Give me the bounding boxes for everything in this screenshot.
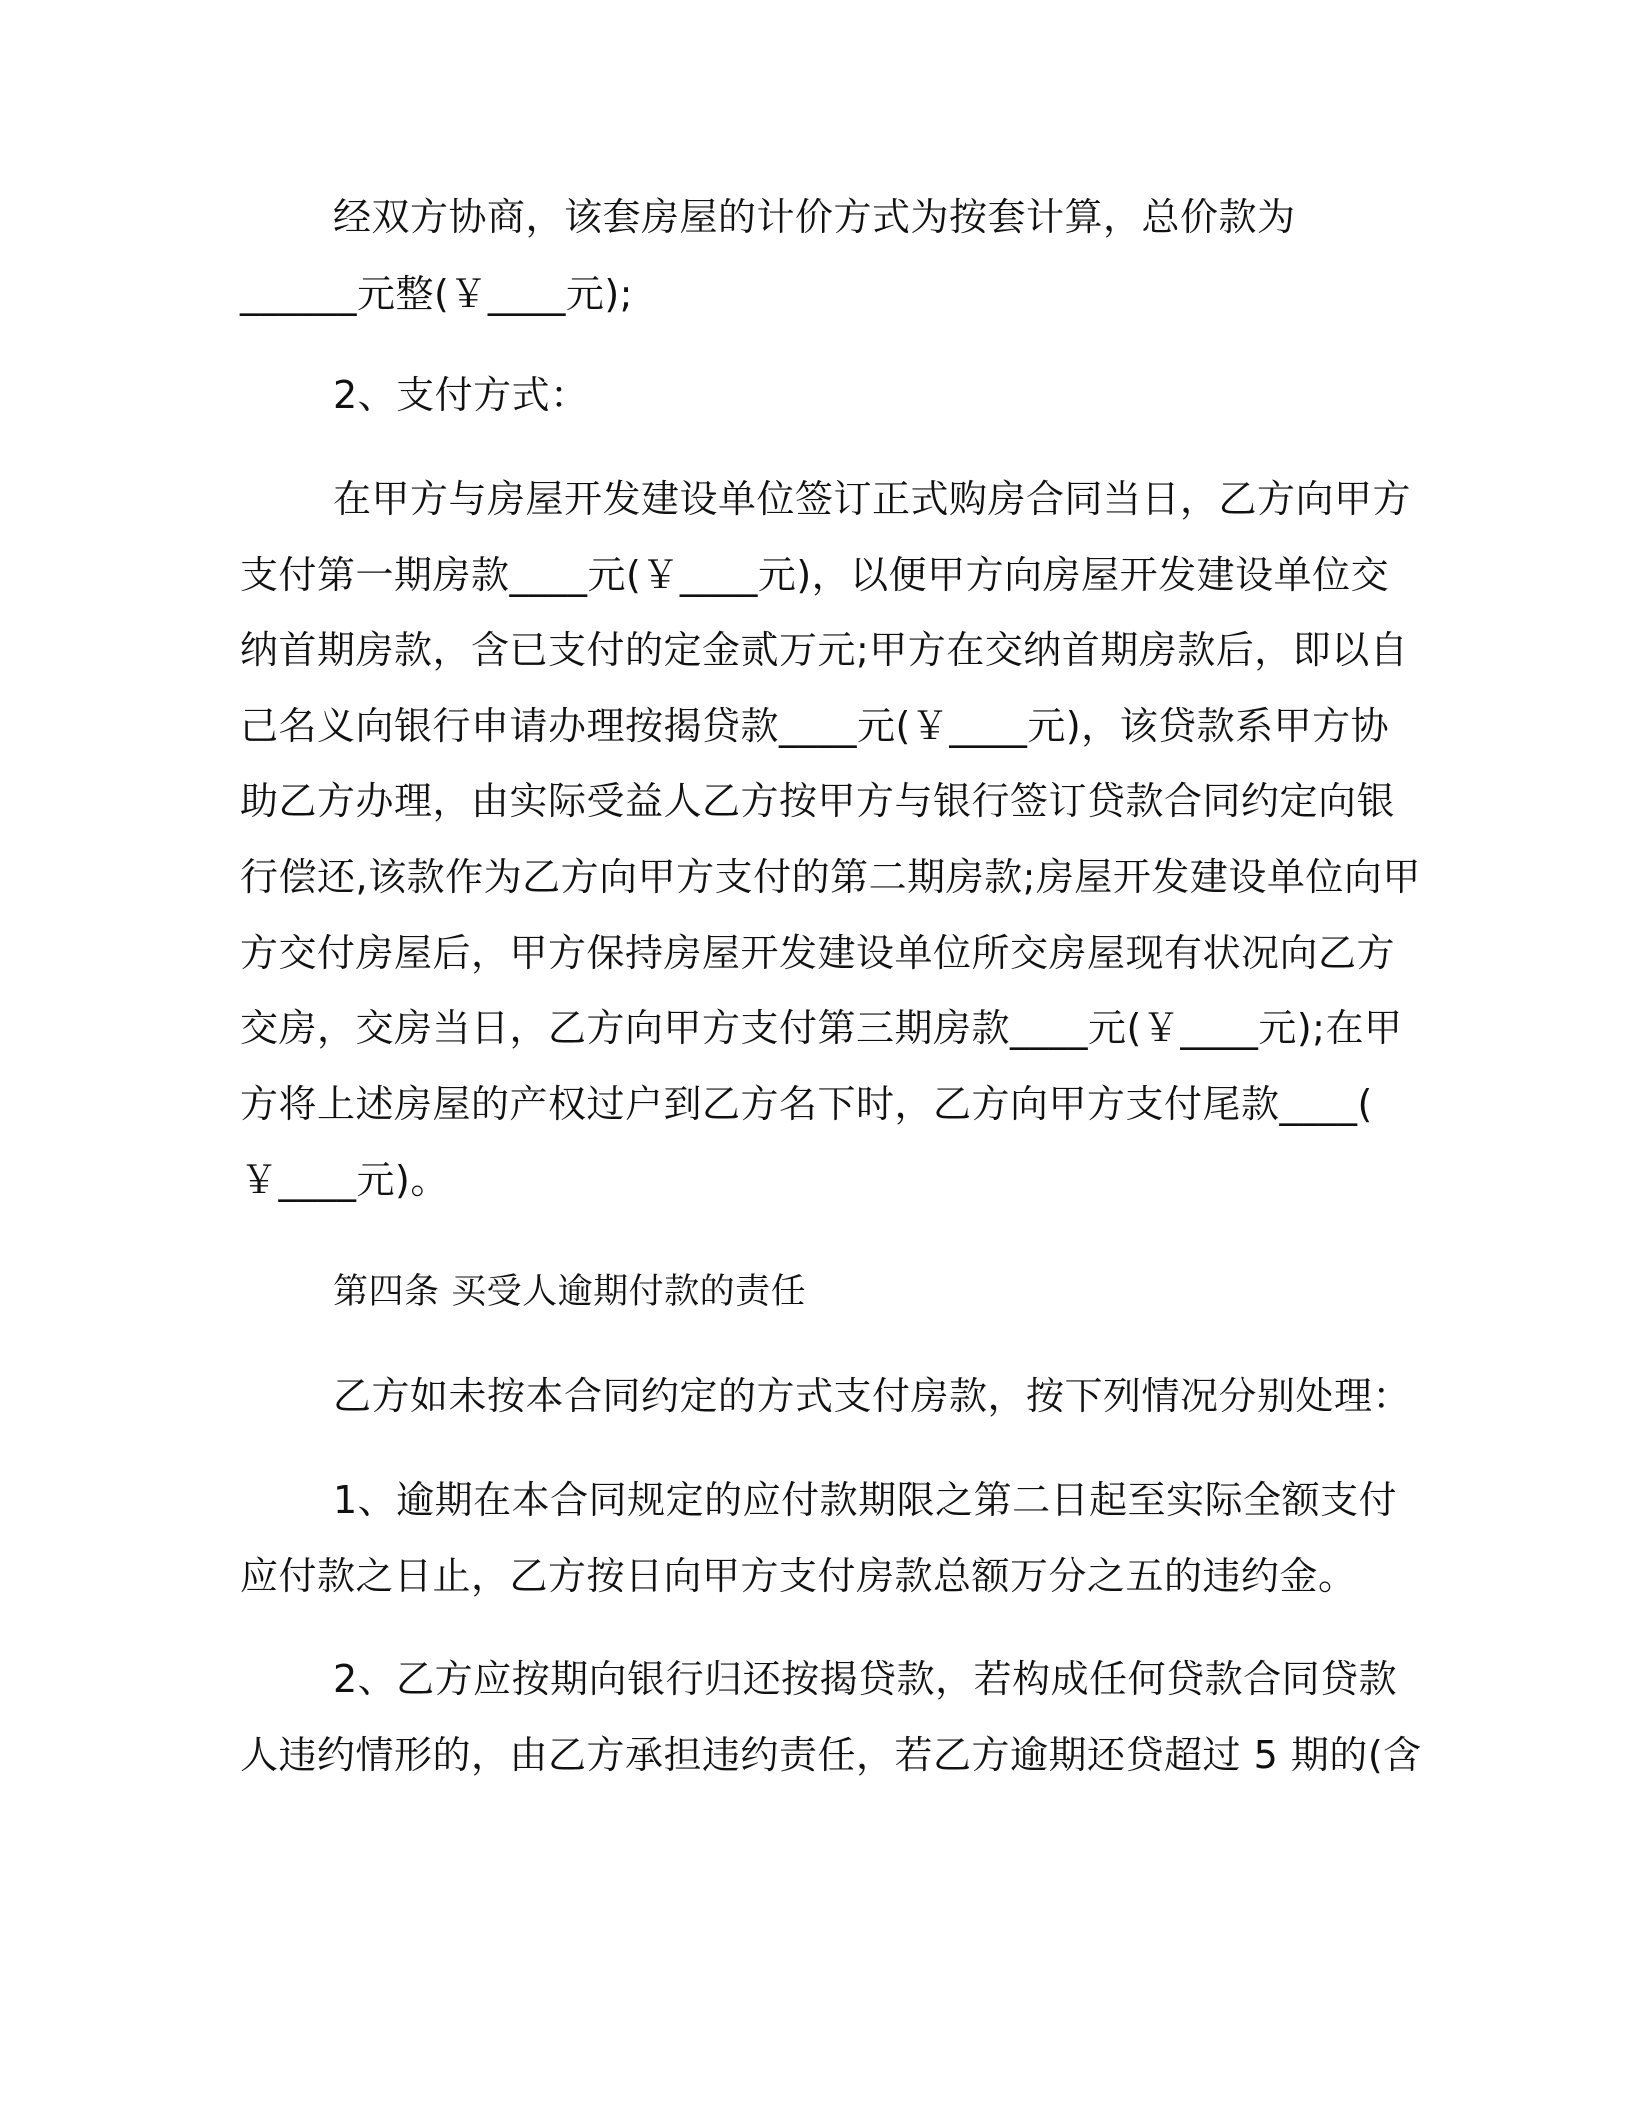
paragraph-payment-line-7: 方交付房屋后，甲方保持房屋开发建设单位所交房屋现有状况向乙方 [240,931,1396,975]
paragraph-payment-line-2: 支付第一期房款____元(￥____元)，以便甲方向房屋开发建设单位交 [240,553,1390,597]
paragraph-late-payment-intro: 乙方如未按本合同约定的方式支付房款，按下列情况分别处理： [333,1374,1412,1418]
paragraph-payment-line-3: 纳首期房款，含已支付的定金贰万元;甲方在交纳首期房款后，即以自 [240,628,1409,672]
paragraph-payment-line-4: 己名义向银行申请办理按揭贷款____元(￥____元)，该贷款系甲方协 [240,704,1390,748]
article-4-heading: 第四条 买受人逾期付款的责任 [333,1272,807,1312]
paragraph-payment-line-6: 行偿还,该款作为乙方向甲方支付的第二期房款;房屋开发建设单位向甲 [240,855,1421,899]
paragraph-payment-line-5: 助乙方办理，由实际受益人乙方按甲方与银行签订贷款合同约定向银 [240,779,1396,823]
paragraph-clause-2-line-2: 人违约情形的，由乙方承担违约责任，若乙方逾期还贷超过 5 期的(含 [240,1733,1422,1777]
paragraph-price-line-2: ______元整(￥____元); [240,272,633,316]
paragraph-payment-line-1: 在甲方与房屋开发建设单位签订正式购房合同当日，乙方向甲方 [333,477,1412,521]
paragraph-payment-line-9: 方将上述房屋的产权过户到乙方名下时，乙方向甲方支付尾款____( [240,1082,1373,1126]
paragraph-price-line-1: 经双方协商，该套房屋的计价方式为按套计算，总价款为 [333,195,1296,239]
paragraph-clause-1-line-2: 应付款之日止，乙方按日向甲方支付房款总额万分之五的违约金。 [240,1554,1357,1598]
paragraph-clause-2-line-1: 2、乙方应按期向银行归还按揭贷款，若构成任何贷款合同贷款 [333,1657,1398,1701]
paragraph-payment-method: 2、支付方式： [333,373,589,417]
paragraph-clause-1-line-1: 1、逾期在本合同规定的应付款期限之第二日起至实际全额支付 [333,1478,1398,1522]
paragraph-payment-line-10: ￥____元)。 [240,1158,449,1202]
paragraph-payment-line-8: 交房，交房当日，乙方向甲方支付第三期房款____元(￥____元);在甲 [240,1006,1403,1050]
